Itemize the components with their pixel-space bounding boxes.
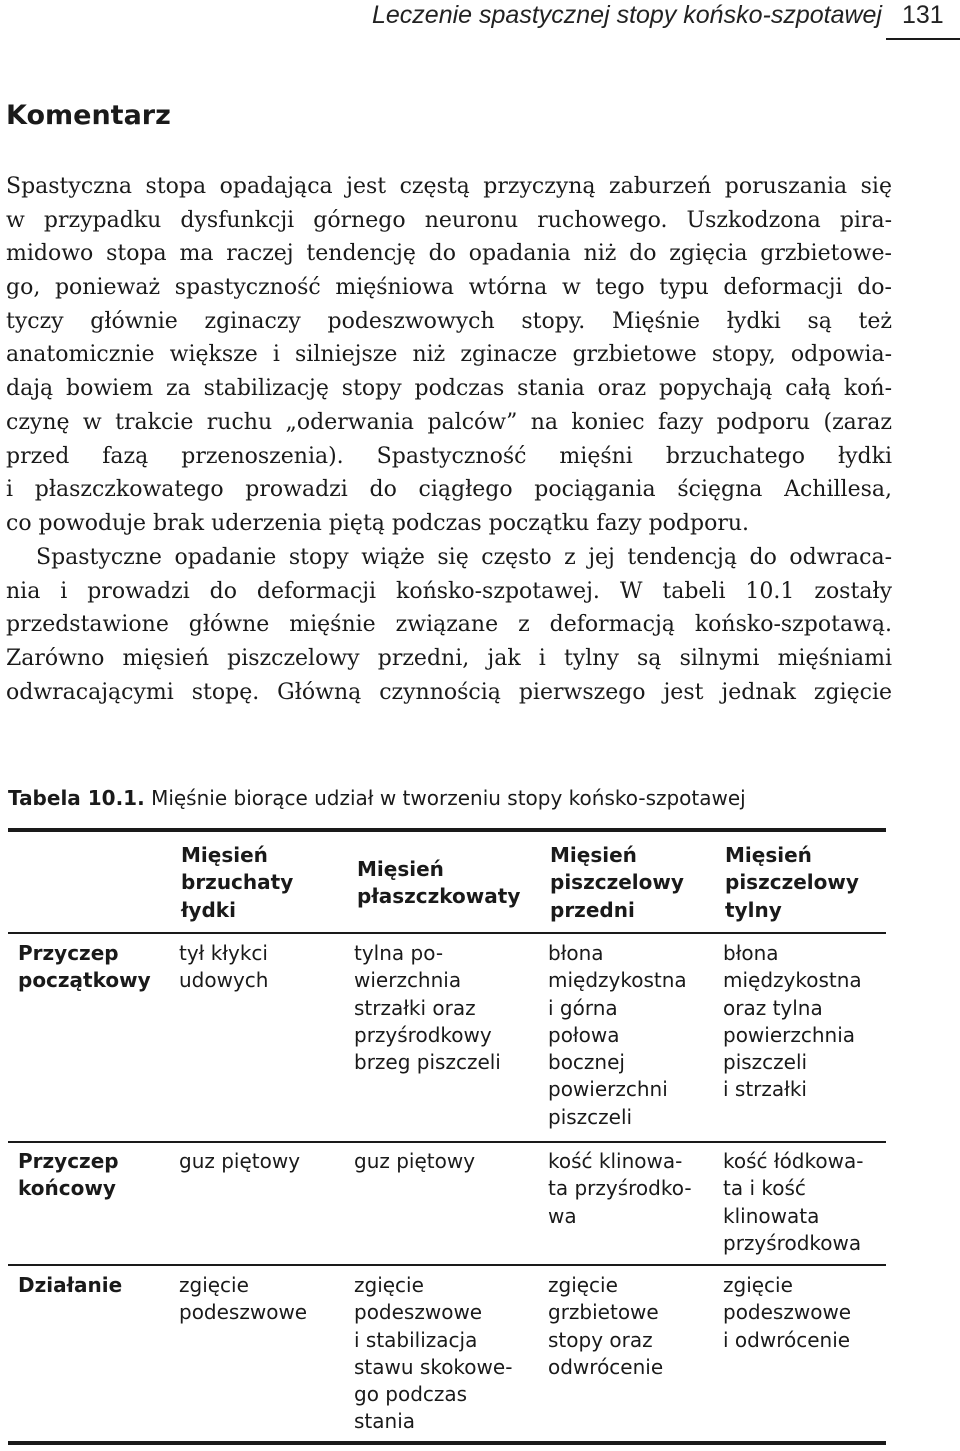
text-line: i płaszczkowatego prowadzi do ciągłego pociągania ścięgna Achillesa, — [6, 477, 892, 503]
text-line: co powoduje brak uderzenia piętą podczas początku fazy podporu. — [6, 510, 749, 536]
table-cell: tył kłykci udowych — [179, 941, 269, 993]
table-cell: zgięcie podeszwowe — [179, 1273, 308, 1325]
table-row-rule — [8, 1141, 886, 1143]
table-caption-label: Tabela 10.1. — [8, 786, 145, 810]
text-line: tyczy głównie zginaczy podeszwowych stopy. Mięśnie łydki są też — [6, 308, 892, 334]
table-cell: zgięcie podeszwowe i odwrócenie — [723, 1273, 852, 1352]
table-row-header: Przyczep początkowy — [18, 941, 151, 993]
table-column-header: Mięsień piszczelowy tylny — [725, 843, 859, 922]
text-line: Spastyczna stopa opadająca jest częstą przyczyną zaburzeń poruszania się — [6, 174, 892, 199]
text-line: w przypadku dysfunkcji górnego neuronu ruchowego. Uszkodzona pira- — [6, 207, 892, 233]
table-caption — [8, 786, 746, 810]
text-line: Zarówno mięsień piszczelowy przedni, jak i tylny są silnymi mięśniami — [6, 646, 892, 672]
text-line: przed fazą przenoszenia). Spastyczność mięśni brzuchatego łydki — [6, 443, 892, 469]
table-cell: zgięcie podeszwowe i stabilizacja stawu skokowe- go podczas stania — [354, 1273, 513, 1434]
page-number: 131 — [902, 1, 944, 29]
table-cell: błona międzykostna oraz tylna powierzchnia piszczeli i strzałki — [723, 941, 862, 1102]
running-title: Leczenie spastycznej stopy końsko-szpotawej — [372, 1, 882, 29]
section-heading: Komentarz — [6, 100, 171, 131]
table-cell: kość łódkowa- ta i kość klinowata przyśrodkowa — [723, 1149, 864, 1255]
table-row-rule — [8, 1264, 886, 1266]
paragraph-2 — [6, 541, 892, 709]
text-line: przedstawione główne mięśnie związane z deformacją końsko-szpotawą. — [6, 612, 892, 638]
text-line: anatomicznie większe i silniejsze niż zginacze grzbietowe stopy, odpowia- — [6, 342, 892, 368]
table-header-rule — [8, 932, 886, 934]
text-line: odwracającymi stopę. Główną czynnością pierwszego jest jednak zgięcie — [6, 679, 892, 705]
table-column-header: Mięsień płaszczkowaty — [357, 857, 521, 909]
table-row-header: Przyczep końcowy — [18, 1149, 119, 1201]
table-cell: guz piętowy — [354, 1149, 476, 1173]
table-column-header: Mięsień piszczelowy przedni — [550, 843, 684, 922]
paragraph-1 — [6, 170, 892, 541]
table-cell: błona międzykostna i górna połowa bocznej powierzchni piszczeli — [548, 941, 687, 1129]
text-line: czynę w trakcie ruchu „oderwania palców” na koniec fazy podporu (zaraz — [6, 409, 892, 435]
text-line: midowo stopa ma raczej tendencję do opadania niż do zgięcia grzbietowe- — [6, 241, 892, 267]
header-rule — [886, 38, 960, 40]
text-line: go, ponieważ spastyczność mięśniowa wtórna w tego typu deformacji do- — [6, 275, 892, 301]
table-bottom-rule — [8, 1441, 886, 1445]
table-column-header: Mięsień brzuchaty łydki — [181, 843, 294, 922]
table-top-rule — [8, 828, 886, 832]
table-cell: kość klinowa- ta przyśrodko- wa — [548, 1149, 692, 1228]
table-caption-text: Mięśnie biorące udział w tworzeniu stopy końsko-szpotawej — [151, 786, 746, 810]
table-cell: zgięcie grzbietowe stopy oraz odwrócenie — [548, 1273, 664, 1379]
table-row-header: Działanie — [18, 1273, 123, 1297]
text-line: dają bowiem za stabilizację stopy podczas stania oraz popychają całą koń- — [6, 376, 892, 402]
text-line: nia i prowadzi do deformacji końsko-szpotawej. W tabeli 10.1 zostały — [6, 578, 892, 604]
table-cell: guz piętowy — [179, 1149, 301, 1173]
table-cell: tylna po- wierzchnia strzałki oraz przyśrodkowy brzeg piszczeli — [354, 941, 501, 1075]
text-line: Spastyczne opadanie stopy wiąże się często z jej tendencją do odwraca- — [36, 545, 892, 570]
